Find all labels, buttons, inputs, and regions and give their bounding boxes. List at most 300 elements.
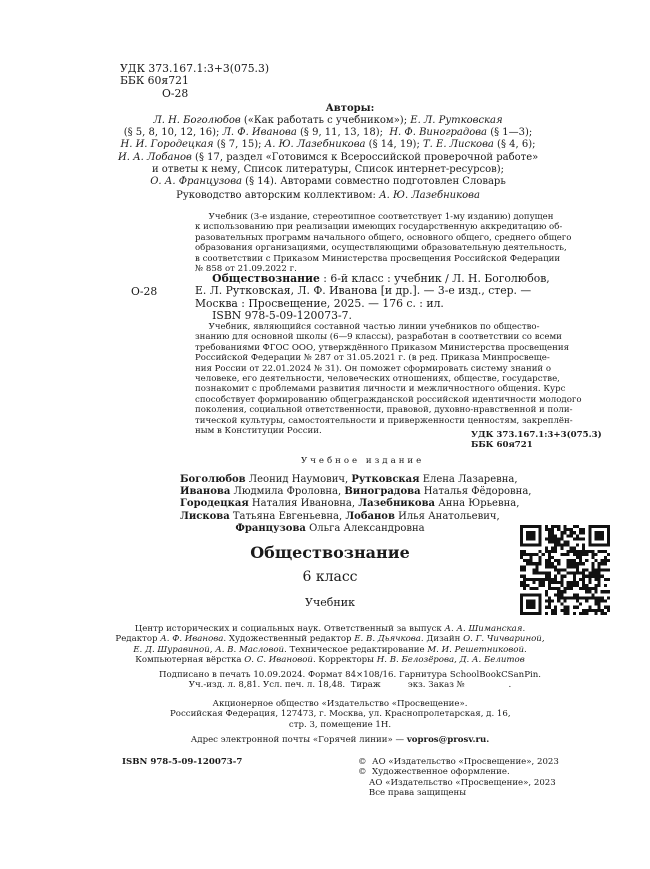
text-segment [195,272,212,285]
qr-module [529,603,532,606]
qr-module [594,584,597,587]
qr-module [532,568,535,571]
text-line [110,634,550,644]
text-segment: Лобанов [345,510,395,522]
qr-module [545,565,548,568]
qr-module [560,547,563,550]
qr-module [585,550,588,553]
qr-module [551,531,554,534]
qr-module [567,541,570,544]
qr-module [539,528,542,531]
qr-module [526,559,529,562]
qr-module [579,578,582,581]
text-line [150,680,550,690]
text-line [195,395,582,405]
qr-module [598,596,601,599]
qr-module [601,596,604,599]
qr-module [560,578,563,581]
qr-module [573,537,576,540]
text-segment: («Как работать с учебником»); [240,115,411,126]
qr-module [545,528,548,531]
qr-module [576,553,579,556]
qr-module [551,612,554,615]
qr-module [591,575,594,578]
qr-module [591,562,594,565]
qr-module [536,562,539,565]
text-segment: Техническое редактирование [286,644,428,655]
qr-module [542,578,545,581]
qr-module [573,562,576,565]
text-segment: Руководство авторским коллективом: [176,190,380,201]
qr-module [563,606,566,609]
qr-module [557,587,560,590]
qr-module [545,578,548,581]
qr-module [532,572,535,575]
qr-module [523,612,526,615]
qr-module [554,547,557,550]
qr-module [594,612,597,615]
qr-module [529,544,532,547]
qr-module [573,550,576,553]
qr-module [604,556,607,559]
qr-module [576,596,579,599]
qr-module [591,556,594,559]
qr-module [526,603,529,606]
text-segment: Ольга Александровна [305,522,425,534]
qr-module [532,587,535,590]
qr-module [601,568,604,571]
qr-module [582,568,585,571]
right-classification [471,430,602,451]
qr-module [594,534,597,537]
qr-module [579,553,582,556]
qr-module [557,559,560,562]
qr-module [567,544,570,547]
qr-module [585,584,588,587]
qr-module [563,541,566,544]
qr-module [607,606,610,609]
qr-module [570,562,573,565]
qr-module [588,550,591,553]
qr-module [576,525,579,528]
qr-module [532,531,535,534]
qr-module [532,544,535,547]
qr-module [563,609,566,612]
qr-module [598,572,601,575]
qr-module [601,590,604,593]
qr-module [591,596,594,599]
qr-module [601,599,604,602]
qr-module [551,550,554,553]
qr-module [585,599,588,602]
text-segment: Учебник, являющийся составной частью линии учебников по общество- [195,322,540,332]
qr-module [570,596,573,599]
text-segment: знанию для основной школы (6—9 классы), разработан в соответствии со всеми [195,332,562,343]
qr-module [542,553,545,556]
qr-module [582,581,585,584]
qr-module [594,587,597,590]
qr-module [520,550,523,553]
text-segment: ным в Конституции России. [195,426,322,437]
qr-module [601,531,604,534]
qr-module [582,547,585,550]
qr-module [607,553,610,556]
text-segment: : 6-й класс : учебник / Л. Н. Боголюбов, [319,272,550,285]
text-segment: Все права защищены [358,788,467,799]
qr-module [548,603,551,606]
text-segment: (§ 4, 6); [493,139,536,151]
qr-module [591,550,594,553]
qr-module [588,537,591,540]
qr-module [526,606,529,609]
qr-module [582,612,585,615]
qr-module [598,525,601,528]
qr-module [529,578,532,581]
qr-module [557,568,560,571]
qr-module [560,581,563,584]
qr-module [520,575,523,578]
qr-module [585,553,588,556]
qr-module [576,550,579,553]
annotation [195,322,582,436]
qr-module [567,559,570,562]
qr-module [539,578,542,581]
text-segment: О. С. Ивановой. [244,655,316,666]
qr-module [591,587,594,590]
text-line [358,778,559,788]
qr-module [570,550,573,553]
qr-module [604,584,607,587]
qr-module [582,596,585,599]
qr-module [591,565,594,568]
qr-module [573,572,576,575]
text-segment: Наталия Ивановна, [248,498,359,510]
qr-module [591,525,594,528]
qr-module [588,531,591,534]
qr-module [523,559,526,562]
qr-module [520,581,523,584]
qr-module [523,553,526,556]
qr-module [551,537,554,540]
qr-module [520,606,523,609]
qr-module [563,528,566,531]
text-segment: Л. Ф. Иванова [222,127,297,139]
text-segment: Людмила Фроловна, [230,486,345,498]
qr-module [551,525,554,528]
text-line [118,176,538,188]
qr-module [523,550,526,553]
text-segment: О. А. Французова [150,176,242,188]
qr-module [582,584,585,587]
qr-module [588,581,591,584]
qr-module [573,593,576,596]
qr-module [576,599,579,602]
qr-module [585,559,588,562]
text-segment: человеке, его деятельности, человеческих отношениях, обществе, государстве, [195,374,560,385]
text-segment: познакомит с проблемами развития личности и межличностного общения. Курс [195,384,566,395]
qr-module [554,559,557,562]
qr-module [526,584,529,587]
qr-module [529,537,532,540]
qr-module [529,593,532,596]
qr-module [529,553,532,556]
text-segment: (§ 9, 11, 13, 18); [296,127,390,139]
qr-module [576,606,579,609]
qr-module [598,581,601,584]
qr-module [604,559,607,562]
qr-module [536,525,539,528]
qr-module [582,537,585,540]
qr-module [579,612,582,615]
qr-module [560,537,563,540]
bbk-code-right: ББК 60я721 [471,440,533,451]
qr-module [526,553,529,556]
text-line [195,254,571,264]
qr-module [570,547,573,550]
qr-module [576,534,579,537]
text-segment: Виноградова [344,486,421,498]
qr-module [529,556,532,559]
qr-module [532,562,535,565]
qr-module [573,525,576,528]
qr-module [594,537,597,540]
text-segment: АО «Издательство «Просвещение», 2023 [358,777,556,788]
qr-module [601,559,604,562]
qr-module [557,528,560,531]
qr-module [532,612,535,615]
qr-module [588,587,591,590]
text-segment: И. А. Лобанов [118,151,192,163]
qr-module [520,553,523,556]
qr-module [539,572,542,575]
qr-module [554,575,557,578]
qr-module [588,596,591,599]
text-segment: Наталья Фёдоровна, [420,486,532,498]
qr-module [523,593,526,596]
qr-module [520,596,523,599]
text-segment: ISBN 978-5-09-120073-7. [195,309,352,323]
qr-module [523,544,526,547]
qr-module [594,590,597,593]
qr-module [539,593,542,596]
qr-module [539,559,542,562]
qr-module [529,612,532,615]
qr-module [554,550,557,553]
text-segment: Подписано в печать 10.09.2024. Формат 84×108/16. Гарнитура SchoolBookCSanPin. [159,670,541,680]
qr-module [557,537,560,540]
qr-module [573,606,576,609]
qr-module [520,534,523,537]
qr-module [545,559,548,562]
qr-module [520,599,523,602]
qr-module [520,612,523,615]
qr-module [588,534,591,537]
qr-module [554,581,557,584]
qr-module [563,568,566,571]
qr-module [607,528,610,531]
qr-module [601,534,604,537]
qr-module [551,578,554,581]
qr-module [536,565,539,568]
qr-module [598,578,601,581]
qr-module [523,578,526,581]
qr-module [579,596,582,599]
qr-module [536,612,539,615]
text-segment: поколения, социальной ответственности, правовой, духовно-нравственной и поли- [195,405,573,416]
qr-module [536,553,539,556]
qr-module [585,596,588,599]
qr-module [554,568,557,571]
qr-module [607,525,610,528]
qr-module [601,525,604,528]
qr-module [551,547,554,550]
qr-module [520,603,523,606]
qr-module [557,562,560,565]
text-segment: Леонид Наумович, [245,474,352,485]
qr-module [585,568,588,571]
qr-module [579,562,582,565]
text-segment: Москва : Просвещение, 2025. — 176 с. : ил. [195,296,444,310]
text-line [358,767,559,777]
qr-module [570,581,573,584]
qr-module [557,581,560,584]
qr-module [573,547,576,550]
qr-module [545,575,548,578]
qr-module [573,584,576,587]
qr-module [601,575,604,578]
print-details [150,670,550,691]
qr-module [551,581,554,584]
text-segment: Иванова [180,486,231,498]
copyright-block [358,757,559,799]
text-segment: Илья Анатольевич, [394,510,500,522]
qr-module [557,544,560,547]
text-line [170,720,510,730]
text-segment: Российской Федерации № 287 от 31.05.2021 г. (в ред. Приказа Минпросвеще- [195,353,550,364]
qr-module [579,537,582,540]
text-segment: Обществознание [212,272,320,285]
qr-module [585,590,588,593]
text-segment: (§ 14). Авторами совместно подготовлен Словарь [241,176,506,188]
text-segment: Анна Юрьевна, [435,498,520,510]
qr-module [539,584,542,587]
qr-module [594,553,597,556]
qr-module [594,603,597,606]
qr-module [582,572,585,575]
qr-module [548,528,551,531]
qr-module [607,537,610,540]
qr-module [526,578,529,581]
qr-module [601,537,604,540]
qr-module [548,534,551,537]
qr-module [604,590,607,593]
qr-module [567,581,570,584]
qr-module [554,541,557,544]
qr-module [570,565,573,568]
author-sign: О-28 [162,86,189,100]
qr-module [548,587,551,590]
qr-module [582,609,585,612]
qr-module [588,606,591,609]
qr-module [551,587,554,590]
qr-module [598,603,601,606]
qr-module [539,612,542,615]
qr-module [570,584,573,587]
qr-module [520,544,523,547]
text-segment: Центр исторических и социальных наук. Ответственный за выпуск [134,624,445,634]
text-line [180,486,532,498]
qr-module [598,609,601,612]
qr-module [554,537,557,540]
qr-module [520,556,523,559]
qr-module [591,568,594,571]
text-segment: Е. Д. Шуравиной, А. В. Масловой. [133,644,287,655]
text-segment: в соответствии с Приказом Министерства просвещения Российской Федерации [195,253,561,264]
qr-module [594,599,597,602]
qr-module [567,596,570,599]
qr-module [576,562,579,565]
qr-module [573,581,576,584]
qr-module [598,550,601,553]
qr-module [548,581,551,584]
text-segment: А. Ю. Лазебникова [264,139,366,151]
qr-module [545,525,548,528]
qr-module [539,541,542,544]
bbk-code: ББК 60я721 [120,74,189,88]
qr-module [526,531,529,534]
qr-module [567,572,570,575]
qr-module [523,575,526,578]
text-segment: Елена Лазаревна, [419,474,518,485]
qr-module [588,578,591,581]
qr-module [532,606,535,609]
text-segment: тической культуры, самостоятельности и приверженности ценностям, закреплён- [195,415,573,426]
qr-module [557,599,560,602]
qr-module [579,559,582,562]
text-line [110,645,550,655]
qr-module [573,575,576,578]
staff-credits [110,624,550,666]
qr-module [560,568,563,571]
qr-module [532,603,535,606]
text-segment: (§ 17, раздел «Готовимся к Всероссийской проверочной работе» [191,151,539,163]
qr-module [604,599,607,602]
text-line [118,190,538,202]
text-line [118,164,538,176]
qr-module [594,568,597,571]
qr-module [523,584,526,587]
qr-module [594,572,597,575]
qr-module [545,550,548,553]
qr-module [594,596,597,599]
qr-module [529,562,532,565]
text-line [118,115,538,127]
qr-module [560,596,563,599]
qr-module [604,550,607,553]
udk-code-right: УДК 373.167.1:3+3(075.3) [471,430,602,440]
qr-module [560,575,563,578]
qr-module [591,553,594,556]
text-segment: А. Ф. Иванова. [160,634,227,645]
qr-module [539,525,542,528]
qr-module [604,606,607,609]
qr-module [601,609,604,612]
qr-module [548,606,551,609]
qr-module [554,587,557,590]
qr-module [563,531,566,534]
qr-module [570,559,573,562]
qr-module [588,528,591,531]
